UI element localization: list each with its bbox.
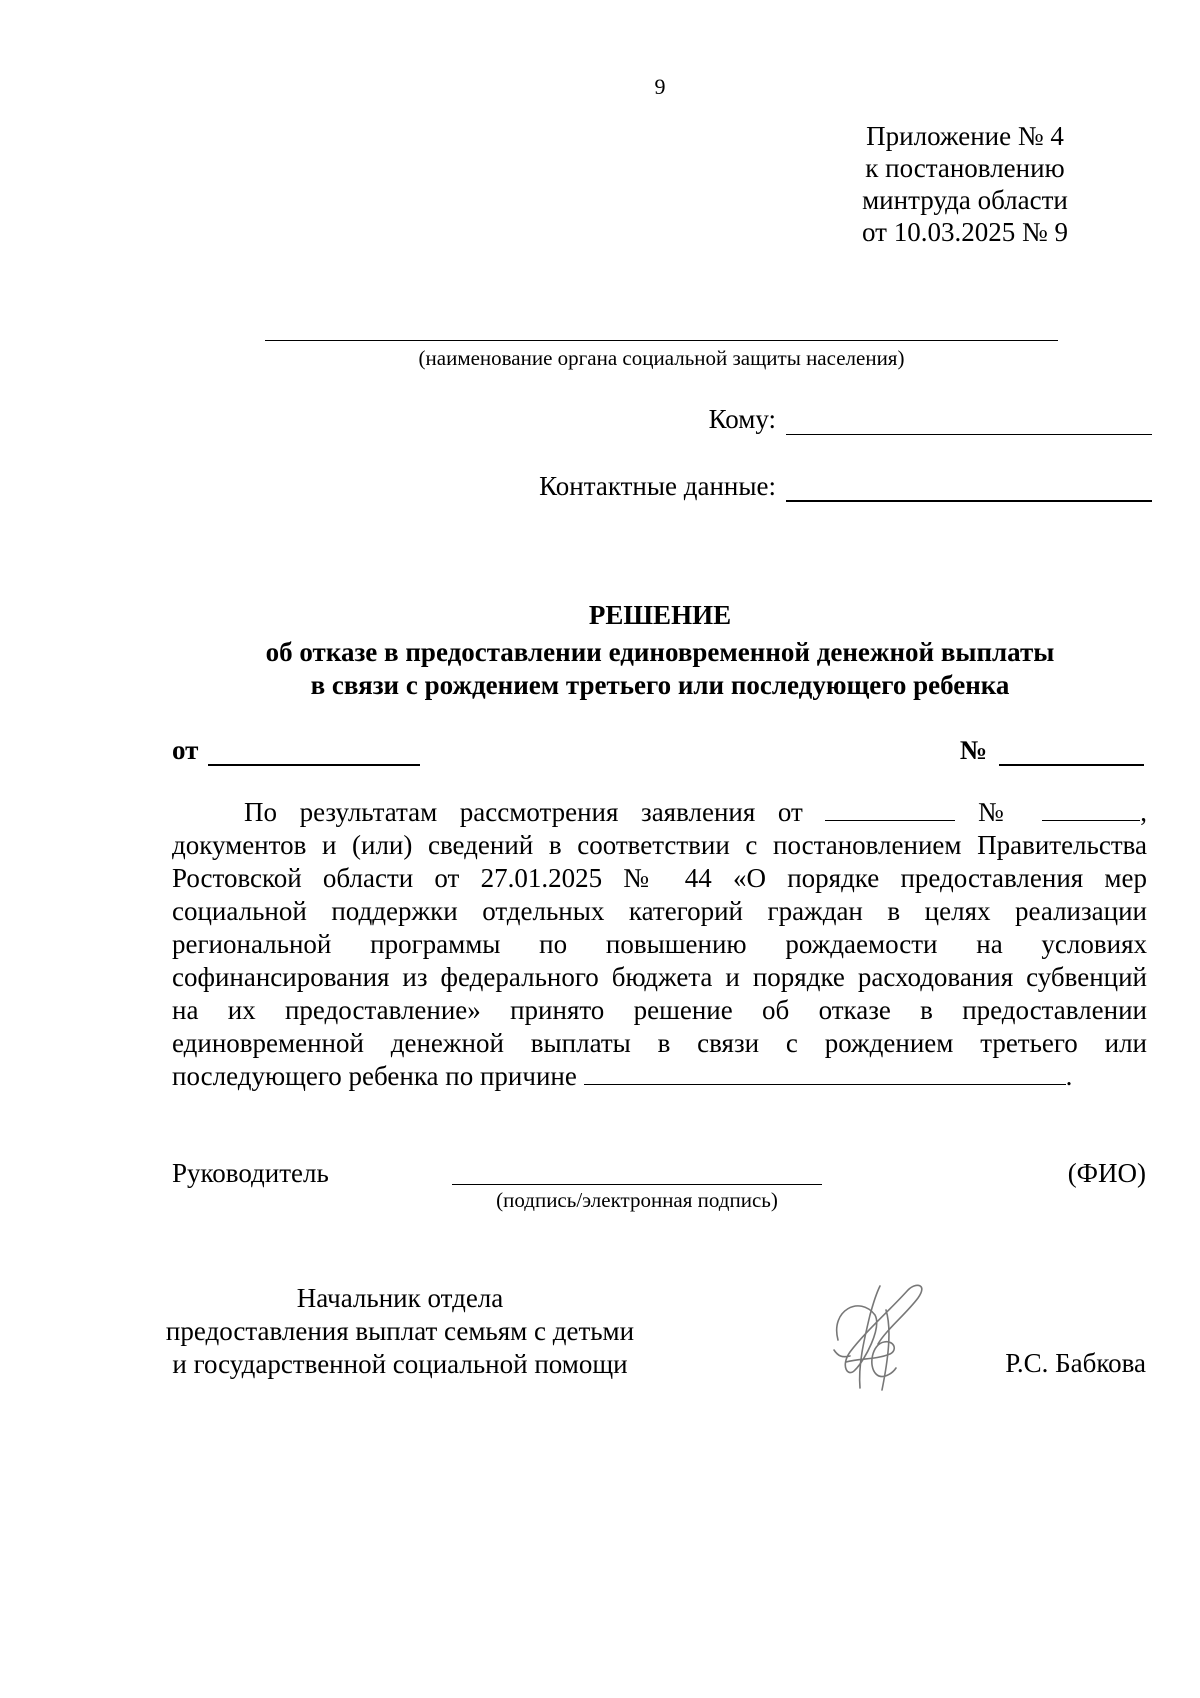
body-line-9-period: . [1065,1061,1073,1091]
org-name-blank[interactable] [265,340,1058,341]
body-line-1-comma: , [1140,797,1148,827]
recipient-row [709,404,1152,435]
document-title: РЕШЕНИЕ [588,600,732,630]
contact-row [539,471,1152,502]
chief-title-line-2: предоставления выплат семьям с детьми [165,1316,635,1346]
appendix-line-1: Приложение № 4 [866,121,1064,151]
subtitle-line-1: об отказе в предоставлении единовременной денежной выплаты [265,637,1055,667]
body-line-9-text: последующего ребенка по причине [172,1061,577,1091]
recipient-label: Кому: [708,404,776,434]
application-date-blank[interactable] [825,798,955,821]
body-line-8: единовременной денежной выплаты в связи с рождением третьего или [172,1028,1147,1058]
appendix-header [845,120,1085,248]
decision-number-label: № [959,735,987,765]
chief-title-line-1: Начальник отдела [296,1283,504,1313]
fio-label: (ФИО) [1067,1158,1146,1188]
decision-number-blank[interactable] [999,736,1144,766]
body-line-3: Ростовской области от 27.01.2025 № 44 «О порядке предоставления мер [172,863,1147,893]
decision-number-row [960,735,1144,766]
page-number: 9 [654,74,666,99]
body-line-5: региональной программы по повышению рождаемости на условиях [172,929,1147,959]
body-line-6: софинансирования из федерального бюджета и порядке расходования субвенций [172,962,1147,992]
org-name-hint: (наименование органа социальной защиты населения) [418,346,905,370]
chief-title [150,1282,650,1381]
contact-label: Контактные данные: [539,471,776,501]
recipient-blank[interactable] [786,406,1152,435]
reason-blank[interactable] [584,1062,1066,1085]
decision-paragraph [172,796,1147,1093]
application-number-blank[interactable] [1042,798,1140,821]
decision-date-label: от [172,735,199,765]
body-line-4: социальной поддержки отдельных категорий граждан в целях реализации [172,896,1147,926]
body-line-1-number-sign: № [978,797,1020,827]
chief-name: Р.С. Бабкова [1005,1348,1146,1378]
signature-hint: (подпись/электронная подпись) [496,1188,778,1212]
handwritten-signature [820,1270,940,1400]
decision-date-row [172,735,420,766]
decision-body [172,796,1147,1093]
chief-title-line-3: и государственной социальной помощи [172,1349,628,1379]
decision-date-blank[interactable] [208,736,420,766]
appendix-line-4: от 10.03.2025 № 9 [862,217,1068,247]
appendix-line-2: к постановлению [865,153,1065,183]
appendix-line-3: минтруда области [862,185,1068,215]
body-line-9 [172,1060,1147,1093]
head-label: Руководитель [172,1158,329,1188]
contact-blank[interactable] [786,472,1152,502]
body-line-2: документов и (или) сведений в соответствии с постановлением Правительства [172,830,1147,860]
body-line-7: на их предоставление» принято решение об отказе в предоставлении [172,995,1147,1025]
body-line-1 [172,796,1147,829]
document-subtitle [0,636,1200,702]
body-line-1-text: По результатам рассмотрения заявления от [244,797,803,827]
signature-blank[interactable] [452,1184,822,1185]
subtitle-line-2: в связи с рождением третьего или последующего ребенка [310,670,1010,700]
